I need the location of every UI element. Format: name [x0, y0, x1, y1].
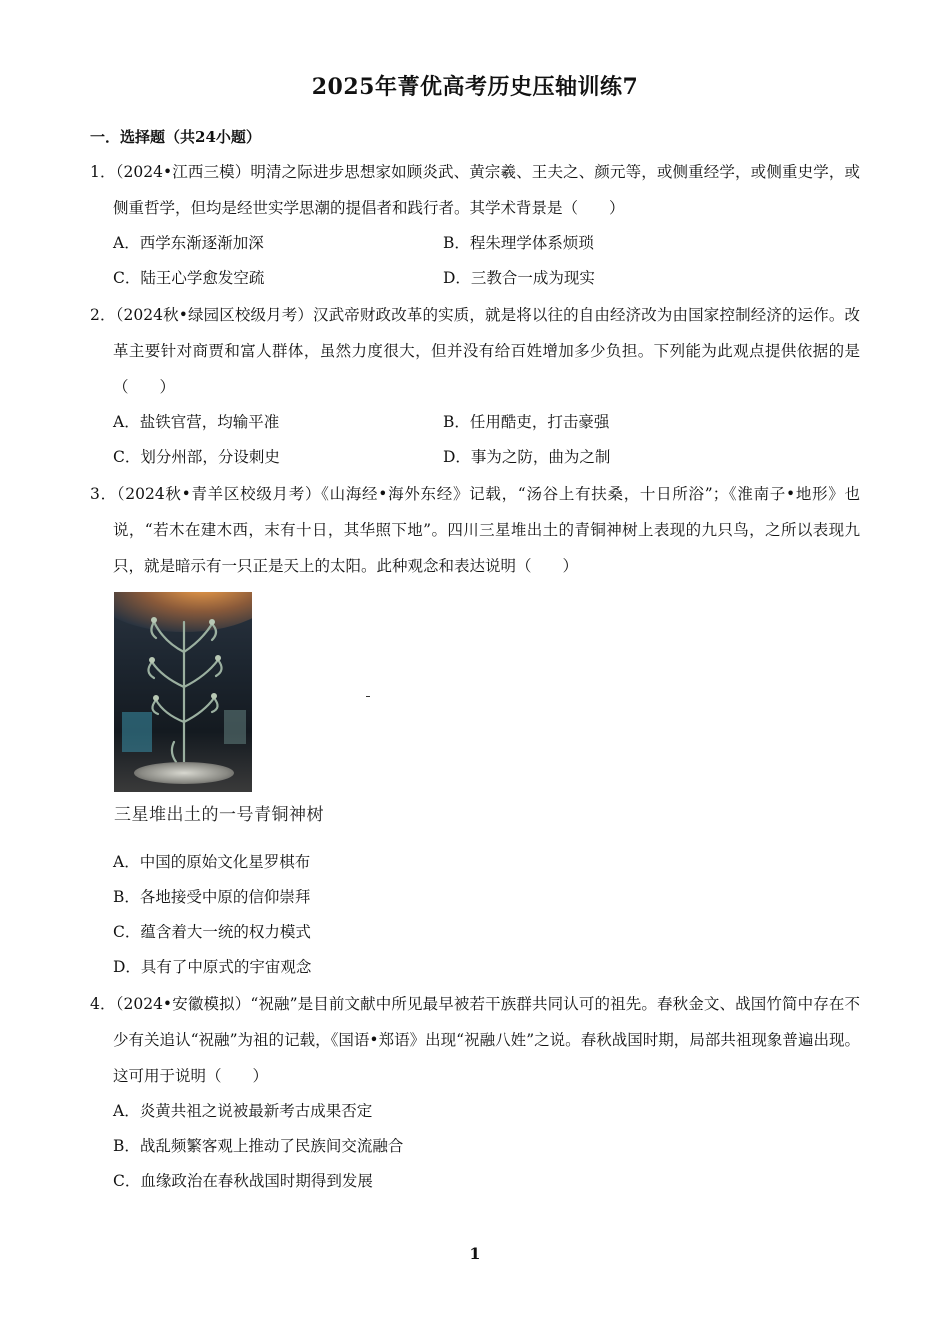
options: [113, 405, 860, 475]
options: [113, 1094, 860, 1199]
option-a: A．盐铁官营，均输平准: [113, 413, 280, 431]
question-stem: 2．（2024秋•绿园区校级月考）汉武帝财政改革的实质，就是将以往的自由经济改为由国家控制经济的运作。改革主要针对商贾和富人群体，虽然力度很大，但并没有给百姓增加多少负担。下列能为此观点提供依据的是（ ）: [90, 306, 860, 396]
option-b: B．战乱频繁客观上推动了民族间交流融合: [113, 1137, 404, 1155]
option-d: D．三教合一成为现实: [443, 269, 595, 287]
option-c: C．划分州部，分设刺史: [113, 448, 280, 466]
option-b: B．程朱理学体系烦琐: [443, 234, 594, 252]
bronze-tree-photo: [114, 592, 252, 792]
option-d: D．具有了中原式的宇宙观念: [113, 958, 312, 976]
option-c: C．血缘政治在春秋战国时期得到发展: [113, 1172, 373, 1190]
option-c: C．陆王心学愈发空疏: [113, 269, 265, 287]
option-c: C．蕴含着大一统的权力模式: [113, 923, 311, 941]
page-number: 1: [469, 1244, 481, 1263]
question-stem: 4．（2024•安徽模拟）“祝融”是目前文献中所见最早被若干族群共同认可的祖先。春秋金文、战国竹简中存在不少有关追认“祝融”为祖的记载，《国语•郑语》出现“祝融八姓”之说。春秋战国时期，局部共祖现象普遍出现。这可用于说明（ ）: [90, 995, 860, 1085]
question-stem: 1．（2024•江西三模）明清之际进步思想家如顾炎武、黄宗羲、王夫之、颜元等，或侧重经学，或侧重史学，或侧重哲学，但均是经世实学思潮的提倡者和践行者。其学术背景是（ ）: [90, 163, 860, 217]
question-3-options: [90, 845, 860, 985]
question-1: [90, 154, 860, 296]
question-2: [90, 297, 860, 475]
question-4: [90, 986, 860, 1199]
option-a: A．中国的原始文化星罗棋布: [113, 853, 311, 871]
page-title: 2025年菁优高考历史压轴训练7: [311, 74, 639, 100]
options: [113, 226, 860, 296]
section-heading: 一．选择题（共24小题）: [90, 128, 261, 146]
option-b: B．各地接受中原的信仰崇拜: [113, 888, 311, 906]
option-d: D．事为之防，曲为之制: [443, 448, 611, 466]
options: [113, 845, 860, 985]
question-3: [90, 476, 860, 584]
figure-caption: 三星堆出土的一号青铜神树: [114, 805, 324, 825]
option-a: A．炎黄共祖之说被最新考古成果否定: [113, 1102, 373, 1120]
figure-bronze-tree: [114, 592, 324, 825]
option-a: A．西学东渐逐渐加深: [113, 234, 264, 252]
question-stem: 3．（2024秋•青羊区校级月考）《山海经•海外东经》记载，“汤谷上有扶桑，十日所浴”；《淮南子•地形》也说，“若木在建木西，末有十日，其华照下地”。四川三星堆出土的青铜神树上表现的九只鸟，之所以表现九只，就是暗示有一只正是天上的太阳。此种观念和表达说明（ ）: [90, 485, 860, 575]
option-b: B．任用酷吏，打击豪强: [443, 413, 610, 431]
